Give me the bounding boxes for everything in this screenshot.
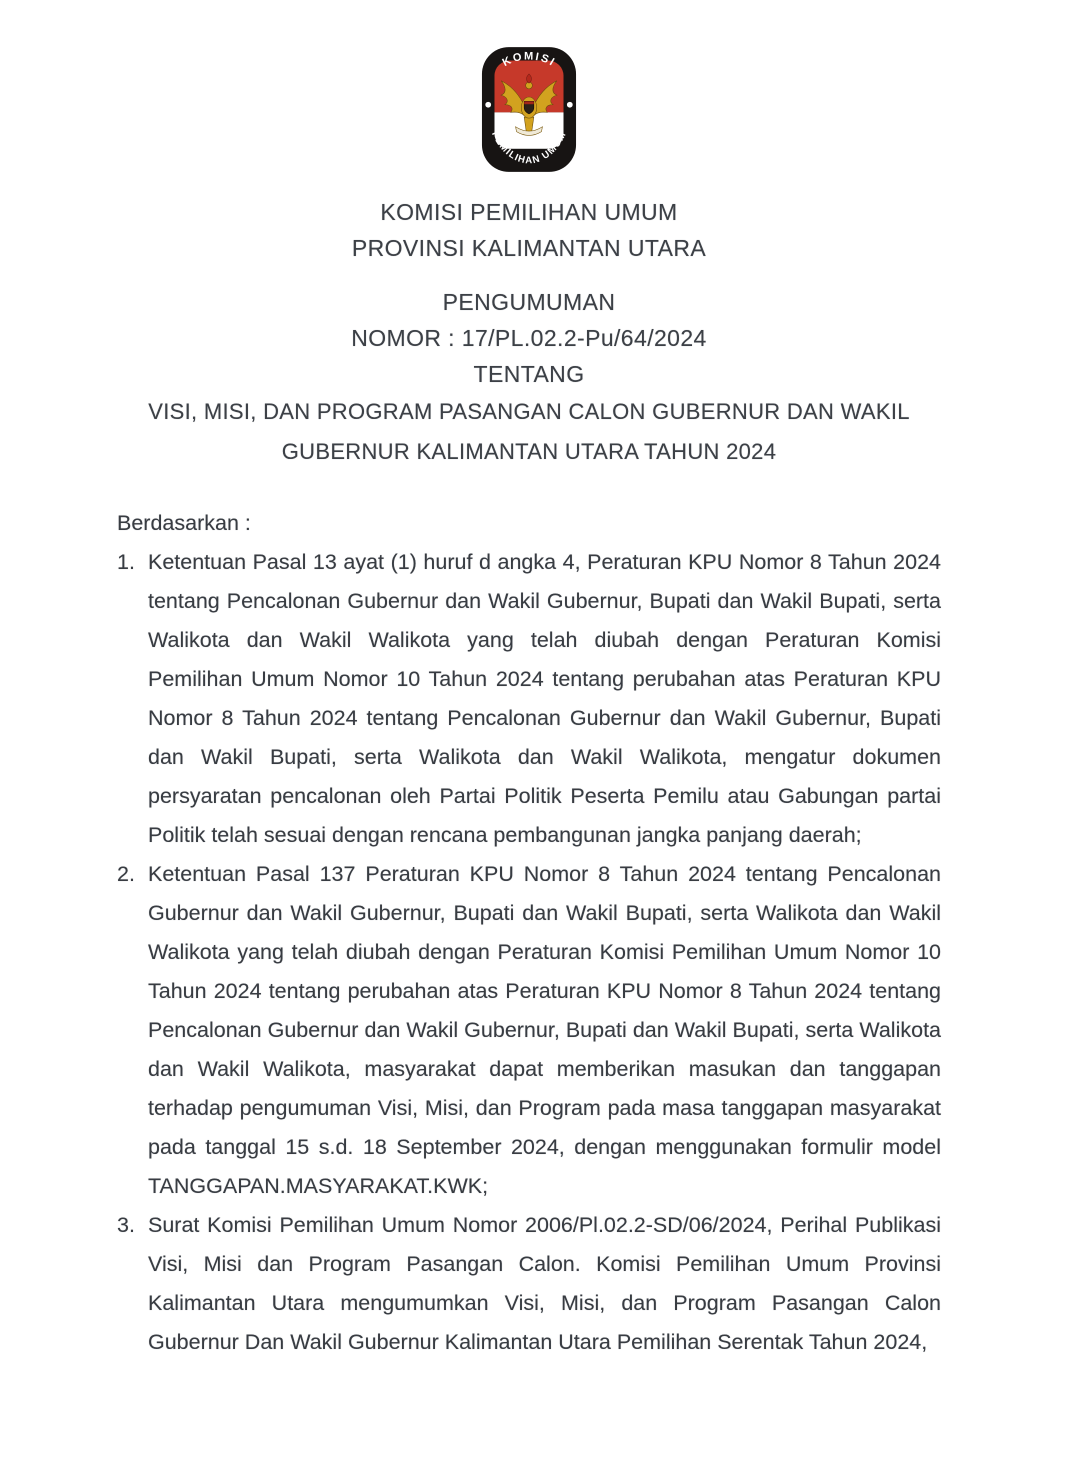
logo-arc-top-text: KOMISI (500, 50, 558, 70)
doc-about-label: TENTANG (473, 361, 585, 387)
list-item-text: Ketentuan Pasal 137 Peraturan KPU Nomor 8 Tahun 2024 tentang Pencalonan Gubernur dan Wakil Gubernur, Bupati dan Wakil Bupati, serta Walikota dan Wakil Walikota yang telah diubah dengan Peraturan Komisi Pemilihan Umum Nomor 10 Tahun 2024 tentang perubahan atas Peraturan KPU Nomor 8 Tahun 2024 tentang Pencalonan Gubernur dan Wakil Gubernur, Bupati dan Wakil Bupati, serta Walikota dan Wakil Walikota, masyarakat dapat memberikan masukan dan tanggapan terhadap pengumuman Visi, Misi, dan Program pada masa tanggapan masyarakat pada tanggal 15 s.d. 18 September 2024, dengan menggunakan formulir model TANGGAPAN.MASYARAKAT.KWK; (148, 862, 941, 1198)
doc-subject-title: VISI, MISI, DAN PROGRAM PASANGAN CALON GUBERNUR DAN WAKIL GUBERNUR KALIMANTAN UTARA TAHUN 2024 (148, 399, 910, 464)
list-item (117, 1206, 941, 1362)
list-item (117, 855, 941, 1206)
list-item-number: 1. (117, 550, 135, 574)
logo-right-dot (567, 102, 573, 108)
kpu-emblem-icon (481, 46, 577, 173)
list-item-text: Surat Komisi Pemilihan Umum Nomor 2006/Pl.02.2-SD/06/2024, Perihal Publikasi Visi, Misi dan Program Pasangan Calon. Komisi Pemilihan Umum Provinsi Kalimantan Utara mengumumkan Visi, Misi, dan Program Pasangan Calon Gubernur Dan Wakil Gubernur Kalimantan Utara Pemilihan Serentak Tahun 2024, (148, 1213, 941, 1354)
list-item-number: 2. (117, 862, 135, 886)
document-body (117, 504, 941, 1362)
doc-type-title: PENGUMUMAN (442, 289, 616, 315)
doc-number: NOMOR : 17/PL.02.2-Pu/64/2024 (351, 325, 707, 351)
document-content (117, 0, 941, 1362)
basis-intro-label: Berdasarkan : (117, 511, 251, 535)
document-heading (117, 284, 941, 472)
logo-arc-bottom-text: PEMILIHAN UMUM (489, 129, 570, 167)
legal-basis-list (117, 543, 941, 1362)
list-item-number: 3. (117, 1213, 135, 1237)
list-item-text: Ketentuan Pasal 13 ayat (1) huruf d angka 4, Peraturan KPU Nomor 8 Tahun 2024 tentang Pencalonan Gubernur dan Wakil Gubernur, Bupati dan Wakil Bupati, serta Walikota dan Wakil Walikota yang telah diubah dengan Peraturan Komisi Pemilihan Umum Nomor 10 Tahun 2024 tentang perubahan atas Peraturan KPU Nomor 8 Tahun 2024 tentang Pencalonan Gubernur dan Wakil Gubernur, Bupati dan Wakil Bupati, serta Walikota dan Wakil Walikota, mengatur dokumen persyaratan pencalonan oleh Partai Politik Peserta Pemilu atau Gabungan partai Politik telah sesuai dengan rencana pembangunan jangka panjang daerah; (148, 550, 941, 847)
org-name-line2: PROVINSI KALIMANTAN UTARA (351, 235, 707, 261)
logo-left-dot (485, 102, 491, 108)
organization-header (117, 194, 941, 266)
list-item (117, 543, 941, 855)
logo-container (117, 46, 941, 173)
org-name-line1: KOMISI PEMILIHAN UMUM (380, 199, 678, 225)
